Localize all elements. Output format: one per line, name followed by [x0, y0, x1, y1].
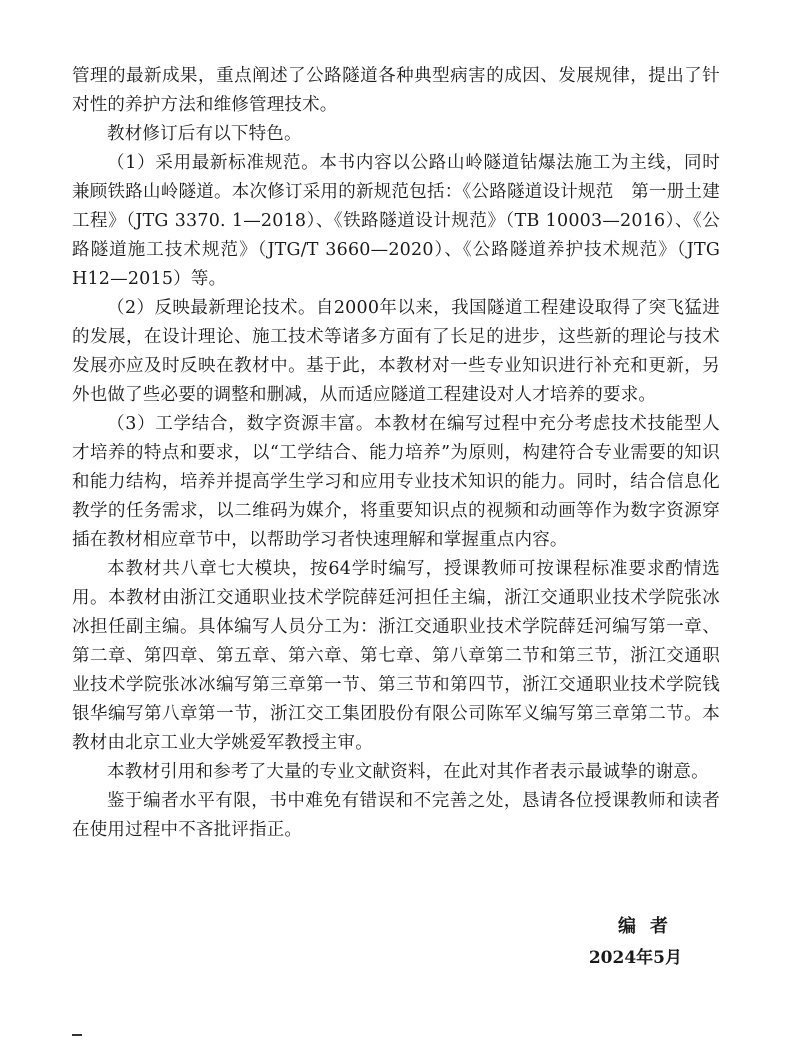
- paragraph-acknowledgement: 本教材引用和参考了大量的专业文献资料，在此对其作者表示最诚挚的谢意。: [107, 762, 709, 782]
- paragraph-continued: 管理的最新成果，重点阐述了公路隧道各种典型病害的成因、发展规律，提出了针对性的养护方法和维修管理技术。: [72, 66, 720, 115]
- signature-editor: 编者: [618, 916, 682, 937]
- paragraph-feature-2: （2）反映最新理论技术。自2000年以来，我国隧道工程建设取得了突飞猛进的发展，在设计理论、施工技术等诸多方面有了长足的进步，这些新的理论与技术发展亦应及时反映在教材中。基于此，本教材对一些专业知识进行补充和更新，另外也做了些必要的调整和删减，从而适应隧道工程建设对人才培养的要求。: [72, 298, 720, 405]
- paragraph-feature-1: （1）采用最新标准规范。本书内容以公路山岭隧道钻爆法施工为主线，同时兼顾铁路山岭隧道。本次修订采用的新规范包括：《公路隧道设计规范 第一册土建工程》（JTG 3370. 1—2018）、《铁路隧道设计规范》（TB 10003—2016）、《公路隧道施工技术规范》（JTG/T 3660—2020）、《公路隧道养护技术规范》（JTG H12—2015）等。: [72, 153, 720, 289]
- paragraph-features-intro: 教材修订后有以下特色。: [107, 124, 302, 144]
- paragraph-closing: 鉴于编者水平有限，书中难免有错误和不完善之处，恳请各位授课教师和读者在使用过程中不吝批评指正。: [72, 791, 720, 840]
- signature-date: 2024年5月: [588, 948, 682, 968]
- paragraph-feature-3: （3）工学结合，数字资源丰富。本教材在编写过程中充分考虑技术技能型人才培养的特点和要求，以“工学结合、能力培养”为原则，构建符合专业需要的知识和能力结构，培养并提高学生学习和应用专业技术知识的能力。同时，结合信息化教学的任务需求，以二维码为媒介，将重要知识点的视频和动画等作为数字资源穿插在教材相应章节中，以帮助学习者快速理解和掌握重点内容。: [72, 414, 720, 550]
- preface-body: [72, 62, 720, 845]
- paragraph-authors: 本教材共八章七大模块，按64学时编写，授课教师可按课程标准要求酌情选用。本教材由浙江交通职业技术学院薛廷河担任主编，浙江交通职业技术学院张冰冰担任副主编。具体编写人员分工为：浙江交通职业技术学院薛廷河编写第一章、第二章、第四章、第五章、第六章、第七章、第八章第二节和第三节，浙江交通职业技术学院张冰冰编写第三章第一节、第三节和第四节，浙江交通职业技术学院钱银华编写第八章第一节，浙江交工集团股份有限公司陈军义编写第三章第二节。本教材由北京工业大学姚爱军教授主审。: [72, 559, 720, 753]
- page-number-mark: [72, 1034, 82, 1036]
